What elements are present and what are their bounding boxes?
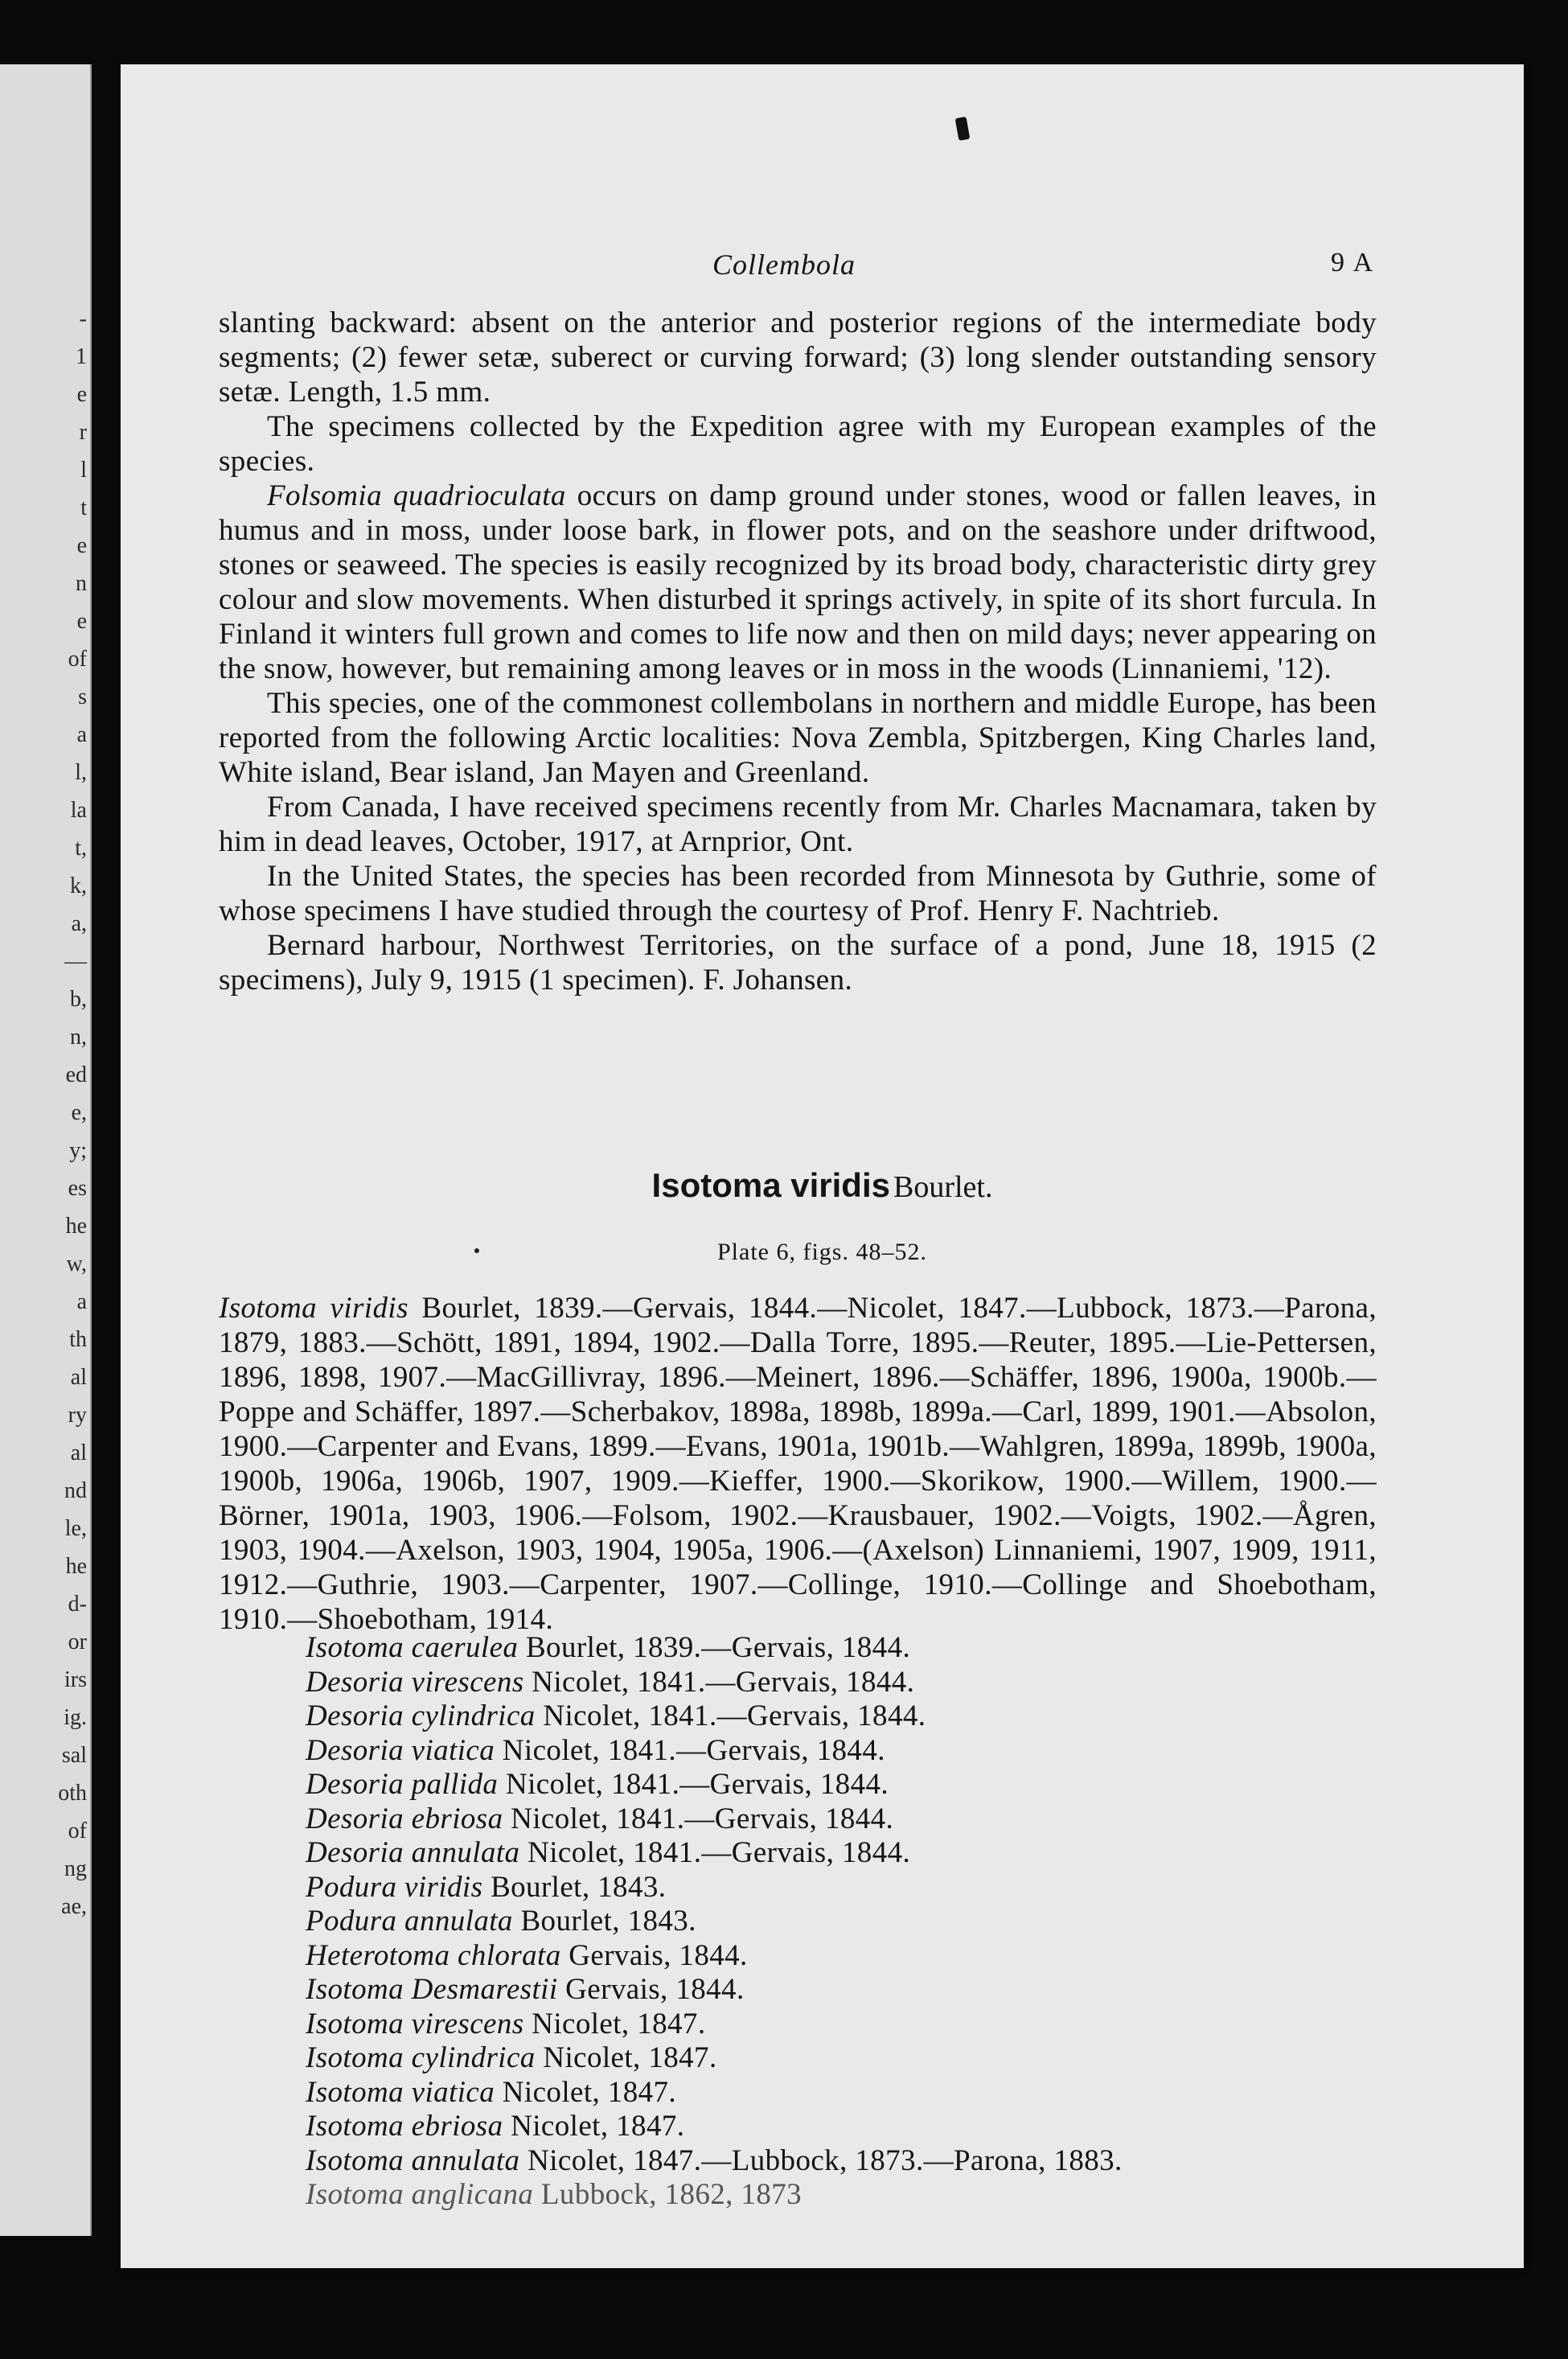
synonym-citation: Gervais, 1844.	[560, 1938, 748, 1972]
left-page-fragment: es	[68, 1176, 87, 1201]
synonym-name: Isotoma annulata	[306, 2143, 520, 2177]
left-page-fragment: a	[76, 1289, 87, 1314]
synonym-citation: Nicolet, 1841.—Gervais, 1844.	[523, 1665, 915, 1699]
synonym-name: Isotoma caerulea	[306, 1631, 519, 1664]
synonym-citation: Gervais, 1844.	[557, 1973, 745, 2006]
synonym-citation: Bourlet, 1843.	[512, 1905, 696, 1938]
left-page-fragment: he	[65, 1214, 87, 1239]
synonym-name: Podura annulata	[306, 1905, 513, 1938]
synonym-entry	[306, 2041, 1431, 2076]
left-page-fragment: or	[68, 1630, 87, 1654]
left-page-fragment: e	[76, 609, 87, 634]
section-heading	[121, 1166, 1524, 1205]
paragraph-text: occurs on damp ground under stones, wood or fallen leaves, in humus and in moss, under loose bark, in flower pots, and on the seashore under driftwood, stones or seaweed. The species is easily recognized by its broad body, characteristic dirty grey colour and slow movements. When disturbed it springs actively, in spite of its short furcula. In Finland it winters full grown and comes to life now and then on mild days; never appearing on the snow, however, but remaining among leaves or in moss in the woods (Linnaniemi, '12).	[219, 479, 1377, 685]
page-number: 9 A	[1331, 248, 1375, 277]
paragraph	[219, 479, 1377, 686]
book-page	[121, 64, 1524, 2268]
left-page-fragment: t,	[75, 836, 87, 861]
left-page-fragment: k,	[70, 873, 87, 898]
section-author: Bourlet.	[893, 1170, 993, 1204]
synonym-citation: Nicolet, 1841.—Gervais, 1844.	[503, 1802, 894, 1835]
synonym-list	[306, 1631, 1431, 2213]
left-page-fragment: ig.	[64, 1705, 87, 1730]
paragraph: This species, one of the commonest collembolans in northern and middle Europe, has been reported from the following Arctic localities: Nova Zembla, Spitzbergen, King Charles land, White island, Bear island, Jan Mayen and Greenland.	[219, 687, 1377, 789]
left-page-fragment: e	[76, 533, 87, 558]
left-page-fragment: e,	[71, 1100, 87, 1125]
left-page-fragment: n	[76, 571, 87, 596]
left-page-fragment: 1	[76, 344, 87, 369]
left-page-fragment: —	[64, 949, 87, 974]
synonym-name: Desoria cylindrica	[306, 1699, 536, 1732]
left-page-fragment: s	[78, 684, 87, 709]
synonym-name: Isotoma Desmarestii	[306, 1973, 558, 2006]
synonym-citation: Bourlet, 1843.	[482, 1870, 667, 1904]
synonym-name: Heterotoma chlorata	[306, 1938, 561, 1972]
paragraph: From Canada, I have received specimens recently from Mr. Charles Macnamara, taken by him in dead leaves, October, 1917, at Arnprior, Ont.	[219, 791, 1377, 858]
left-page-fragment: ng	[64, 1856, 87, 1881]
synonymy-text: Bourlet, 1839.—Gervais, 1844.—Nicolet, 1847.—Lubbock, 1873.—Parona, 1879, 1883.—Schött, 1891, 1894, 1902.—Dalla Torre, 1895.—Reuter, 1895.—Lie-Pettersen, 1896, 1898, 1907.—MacGillivray, 1896.—Meinert, 1896.—Schäffer, 1896, 1900a, 1900b.—Poppe and Schäffer, 1897.—Scherbakov, 1898a, 1898b, 1899a.—Carl, 1899, 1901.—Absolon, 1900.—Carpenter and Evans, 1899.—Evans, 1901a, 1901b.—Wahlgren, 1899a, 1899b, 1900a, 1900b, 1906a, 1906b, 1907, 1909.—Kieffer, 1900.—Skorikow, 1900.—Willem, 1900.—Börner, 1901a, 1903, 1906.—Folsom, 1902.—Krausbauer, 1902.—Voigts, 1902.—Ågren, 1903, 1904.—Axelson, 1903, 1904, 1905a, 1906.—(Axelson) Linnaniemi, 1907, 1909, 1911, 1912.—Guthrie, 1903.—Carpenter, 1907.—Collinge, 1910.—Collinge and Shoebotham, 1910.—Shoebotham, 1914.	[219, 1292, 1377, 1636]
left-page-fragment: e	[76, 382, 87, 407]
paragraph: In the United States, the species has been recorded from Minnesota by Guthrie, some of whose specimens I have studied through the courtesy of Prof. Henry F. Nachtrieb.	[219, 860, 1377, 927]
left-page-fragment: le,	[64, 1516, 87, 1541]
synonym-citation: Bourlet, 1839.—Gervais, 1844.	[518, 1631, 911, 1664]
left-page-fragment: l	[80, 458, 87, 483]
synonym-name: Isotoma cylindrica	[306, 2041, 536, 2074]
left-page-fragment: -	[79, 306, 87, 331]
left-page-fragment: a	[76, 722, 87, 747]
synonym-citation: Lubbock, 1862, 1873	[533, 2178, 802, 2211]
synonym-name: Podura viridis	[306, 1870, 483, 1904]
synonym-entry	[306, 2178, 1431, 2213]
left-page-fragment: b,	[70, 987, 87, 1012]
left-page-fragment: y;	[69, 1138, 87, 1163]
synonym-entry	[306, 1836, 1431, 1871]
left-page-fragment: l,	[75, 760, 87, 785]
synonym-citation: Nicolet, 1841.—Gervais, 1844.	[495, 1733, 885, 1767]
paragraph: The specimens collected by the Expedition agree with my European examples of the species.	[219, 410, 1377, 478]
synonym-entry	[306, 1973, 1431, 2008]
species-name: Folsomia quadrioculata	[267, 479, 566, 512]
left-page-fragment: al	[70, 1365, 87, 1390]
synonym-citation: Nicolet, 1847.	[535, 2041, 717, 2074]
ink-mark	[955, 117, 971, 141]
synonym-entry	[306, 1905, 1431, 1939]
synonymy-main	[219, 1291, 1377, 1637]
synonym-name: Isotoma ebriosa	[306, 2110, 503, 2143]
species-name: Isotoma viridis	[219, 1292, 408, 1325]
left-page-fragment: he	[65, 1554, 87, 1579]
synonym-citation: Nicolet, 1841.—Gervais, 1844.	[519, 1836, 911, 1869]
synonym-entry	[306, 1699, 1431, 1734]
left-page-fragment: of	[68, 1819, 87, 1843]
synonym-citation: Nicolet, 1847.	[523, 2007, 706, 2040]
synonym-citation: Nicolet, 1847.—Lubbock, 1873.—Parona, 1883.	[519, 2143, 1123, 2177]
left-page-fragment: al	[70, 1440, 87, 1465]
section-species-name: Isotoma viridis	[651, 1166, 890, 1204]
synonymy-paragraph	[219, 1291, 1377, 1637]
left-page-fragment: of	[68, 647, 87, 672]
synonym-entry	[306, 2144, 1431, 2179]
left-page-fragment: sal	[61, 1743, 87, 1768]
synonym-entry	[306, 1802, 1431, 1837]
synonym-entry	[306, 1666, 1431, 1700]
synonym-name: Desoria viatica	[306, 1733, 495, 1767]
synonym-name: Desoria annulata	[306, 1836, 520, 1869]
adjacent-page-edge	[0, 64, 92, 2236]
synonym-name: Desoria virescens	[306, 1665, 524, 1699]
synonym-citation: Nicolet, 1841.—Gervais, 1844.	[498, 1768, 889, 1801]
body-text	[219, 306, 1377, 997]
left-page-fragment: a,	[71, 911, 87, 936]
synonym-citation: Nicolet, 1847.	[495, 2075, 677, 2109]
paragraph: slanting backward: absent on the anterior and posterior regions of the intermediate body segments; (2) fewer setæ, suberect or curving forward; (3) long slender outstanding sensory setæ. Length, 1.5 mm.	[219, 306, 1377, 409]
synonym-entry	[306, 2008, 1431, 2042]
left-page-fragment: n,	[70, 1025, 87, 1050]
left-page-fragment: th	[69, 1327, 87, 1352]
left-page-fragment: oth	[58, 1781, 87, 1806]
left-page-fragment: ry	[68, 1403, 87, 1428]
synonym-entry	[306, 1768, 1431, 1802]
left-page-fragment: ae,	[61, 1894, 87, 1919]
synonym-entry	[306, 1631, 1431, 1666]
synonym-name: Isotoma anglicana	[306, 2178, 534, 2211]
synonym-entry	[306, 2076, 1431, 2110]
synonym-citation: Nicolet, 1847.	[503, 2110, 685, 2143]
left-page-fragment: d-	[68, 1592, 87, 1617]
paragraph: Bernard harbour, Northwest Territories, on the surface of a pond, June 18, 1915 (2 specimens), July 9, 1915 (1 specimen). F. Johansen.	[219, 929, 1377, 997]
plate-reference: Plate 6, figs. 48–52.	[717, 1239, 927, 1265]
left-page-fragment: ed	[65, 1062, 87, 1087]
synonym-name: Desoria pallida	[306, 1768, 499, 1801]
left-page-fragment: w,	[66, 1251, 87, 1276]
left-page-fragment: nd	[64, 1478, 87, 1503]
synonym-entry	[306, 1939, 1431, 1974]
synonym-citation: Nicolet, 1841.—Gervais, 1844.	[535, 1699, 926, 1732]
left-page-fragment: irs	[64, 1667, 87, 1692]
left-page-fragment: r	[79, 420, 87, 445]
synonym-entry	[306, 1734, 1431, 1769]
synonym-name: Desoria ebriosa	[306, 1802, 503, 1835]
synonym-name: Isotoma virescens	[306, 2007, 524, 2040]
left-page-fragment: t	[80, 495, 87, 520]
synonym-entry	[306, 2110, 1431, 2144]
synonym-entry	[306, 1871, 1431, 1905]
synonym-name: Isotoma viatica	[306, 2075, 495, 2109]
left-page-fragment: la	[70, 798, 87, 823]
running-title: Collembola	[712, 249, 856, 281]
